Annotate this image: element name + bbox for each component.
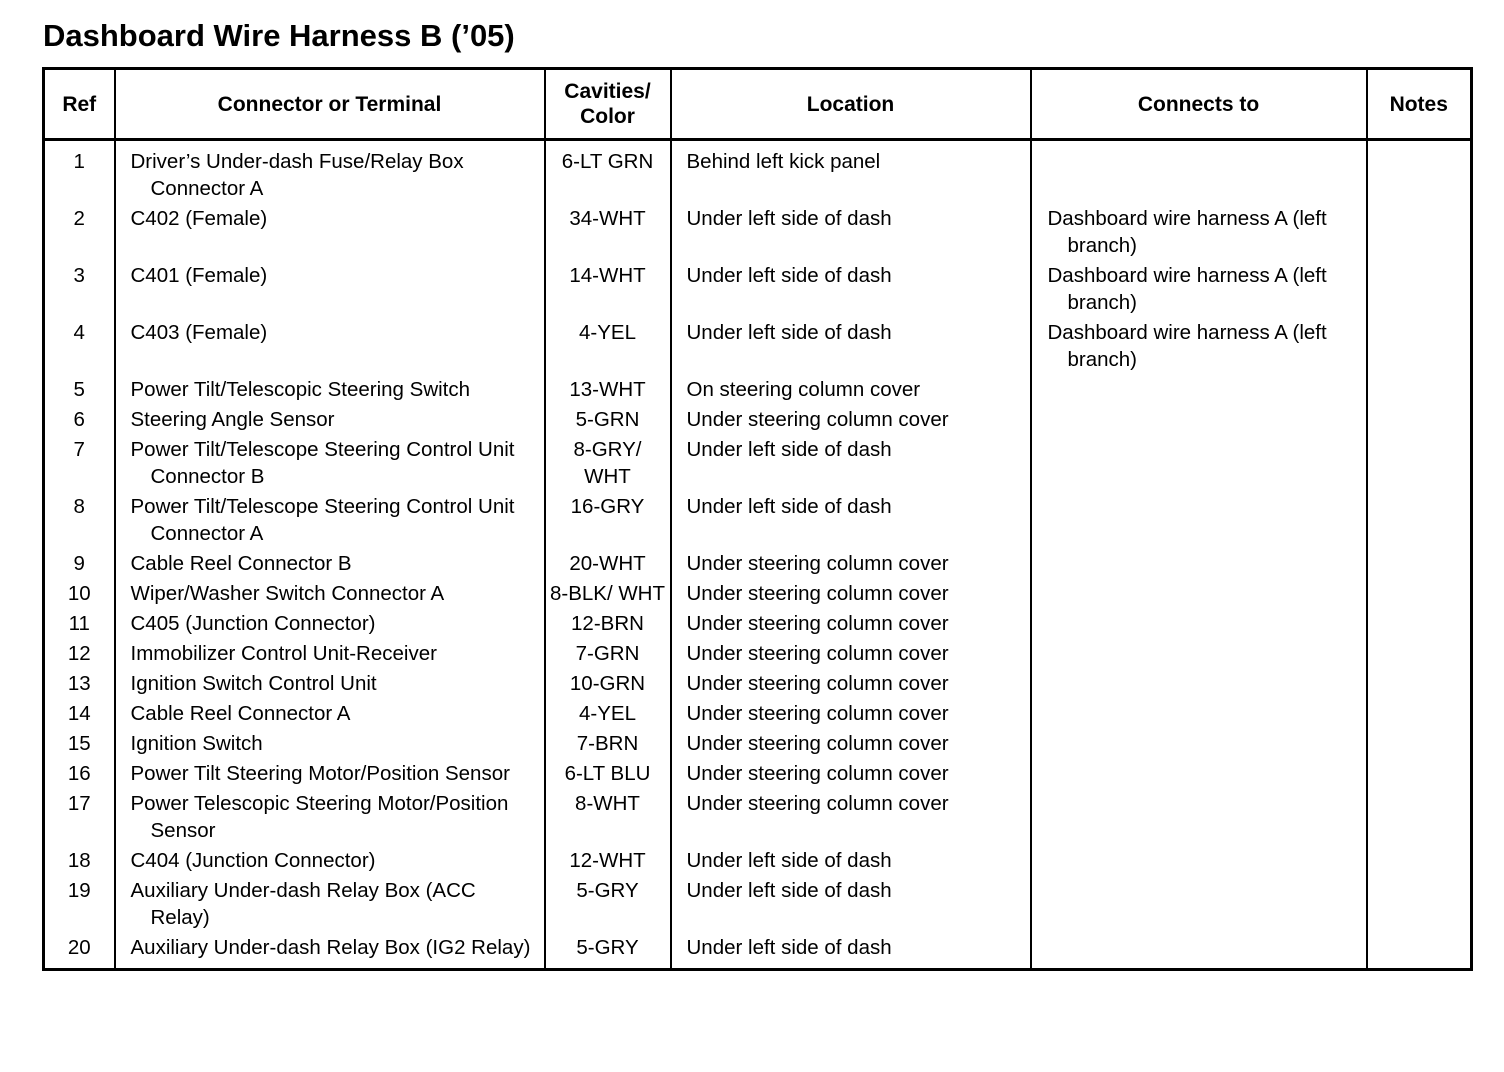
- table-row: [44, 933, 1472, 970]
- column-header-ref: Ref: [44, 69, 115, 140]
- cell-notes: [1367, 876, 1472, 933]
- cell-notes: [1367, 699, 1472, 729]
- column-header-location: Location: [671, 69, 1031, 140]
- cell-ref: 17: [44, 789, 115, 846]
- cell-connector: Power Tilt/Telescopic Steering Switch: [115, 375, 545, 405]
- table-row: [44, 579, 1472, 609]
- cell-cavities-color: 16-GRY: [545, 492, 671, 549]
- cell-notes: [1367, 204, 1472, 261]
- cell-connector: Power Tilt/Telescope Steering Control Unit Connector A: [115, 492, 545, 549]
- cell-connector: Cable Reel Connector A: [115, 699, 545, 729]
- cell-location: Under left side of dash: [671, 318, 1031, 375]
- cell-notes: [1367, 405, 1472, 435]
- cell-ref: 7: [44, 435, 115, 492]
- table-row: [44, 876, 1472, 933]
- cell-location: Under left side of dash: [671, 204, 1031, 261]
- cell-connector: C403 (Female): [115, 318, 545, 375]
- cell-location: Under steering column cover: [671, 729, 1031, 759]
- cell-location: Under steering column cover: [671, 699, 1031, 729]
- cell-connector: C401 (Female): [115, 261, 545, 318]
- table-body: [44, 140, 1472, 970]
- cell-connects-to: [1031, 492, 1367, 549]
- table-row: [44, 639, 1472, 669]
- cell-connects-to: [1031, 375, 1367, 405]
- table-row: [44, 318, 1472, 375]
- cell-ref: 5: [44, 375, 115, 405]
- table-row: [44, 699, 1472, 729]
- cell-notes: [1367, 140, 1472, 205]
- cell-connects-to: [1031, 699, 1367, 729]
- cell-cavities-color: 10-GRN: [545, 669, 671, 699]
- cell-connector: C402 (Female): [115, 204, 545, 261]
- cell-cavities-color: 4-YEL: [545, 699, 671, 729]
- cell-cavities-color: 4-YEL: [545, 318, 671, 375]
- cell-connects-to: [1031, 933, 1367, 970]
- cell-cavities-color: 12-BRN: [545, 609, 671, 639]
- cell-connector: Ignition Switch: [115, 729, 545, 759]
- cell-connector: Driver’s Under-dash Fuse/Relay Box Connector A: [115, 140, 545, 205]
- cell-location: Under left side of dash: [671, 933, 1031, 970]
- cell-notes: [1367, 759, 1472, 789]
- cell-notes: [1367, 435, 1472, 492]
- table-row: [44, 261, 1472, 318]
- cell-ref: 8: [44, 492, 115, 549]
- cell-ref: 11: [44, 609, 115, 639]
- cell-cavities-color: 8-WHT: [545, 789, 671, 846]
- cell-location: Under steering column cover: [671, 639, 1031, 669]
- cell-cavities-color: 12-WHT: [545, 846, 671, 876]
- cell-ref: 9: [44, 549, 115, 579]
- cell-location: Under left side of dash: [671, 492, 1031, 549]
- cell-connects-to: Dashboard wire harness A (left branch): [1031, 261, 1367, 318]
- cell-connector: Ignition Switch Control Unit: [115, 669, 545, 699]
- table-row: [44, 609, 1472, 639]
- cell-location: Under left side of dash: [671, 846, 1031, 876]
- table-row: [44, 729, 1472, 759]
- cell-location: On steering column cover: [671, 375, 1031, 405]
- cell-connects-to: Dashboard wire harness A (left branch): [1031, 204, 1367, 261]
- table-row: [44, 759, 1472, 789]
- cell-ref: 19: [44, 876, 115, 933]
- page-title: Dashboard Wire Harness B (’05): [43, 18, 515, 53]
- cell-ref: 15: [44, 729, 115, 759]
- cell-connector: Power Tilt Steering Motor/Position Sensor: [115, 759, 545, 789]
- cell-location: Under steering column cover: [671, 759, 1031, 789]
- cell-notes: [1367, 846, 1472, 876]
- table-row: [44, 405, 1472, 435]
- cell-cavities-color: 5-GRY: [545, 933, 671, 970]
- cell-ref: 3: [44, 261, 115, 318]
- table-row: [44, 375, 1472, 405]
- cell-connects-to: [1031, 759, 1367, 789]
- cell-notes: [1367, 609, 1472, 639]
- cell-ref: 16: [44, 759, 115, 789]
- cell-ref: 20: [44, 933, 115, 970]
- cell-connects-to: [1031, 435, 1367, 492]
- cell-ref: 13: [44, 669, 115, 699]
- cell-notes: [1367, 579, 1472, 609]
- column-header-connects-to: Connects to: [1031, 69, 1367, 140]
- cell-location: Under steering column cover: [671, 549, 1031, 579]
- cell-connects-to: [1031, 639, 1367, 669]
- cell-connector: Cable Reel Connector B: [115, 549, 545, 579]
- cell-notes: [1367, 729, 1472, 759]
- cell-notes: [1367, 492, 1472, 549]
- cell-location: Under left side of dash: [671, 876, 1031, 933]
- table-row: [44, 549, 1472, 579]
- cell-location: Behind left kick panel: [671, 140, 1031, 205]
- cell-connector: Wiper/Washer Switch Connector A: [115, 579, 545, 609]
- cell-cavities-color: 8-BLK/ WHT: [545, 579, 671, 609]
- cell-cavities-color: 7-BRN: [545, 729, 671, 759]
- table-row: [44, 669, 1472, 699]
- cell-connector: Power Telescopic Steering Motor/Position Sensor: [115, 789, 545, 846]
- cell-ref: 1: [44, 140, 115, 205]
- table-header-row: [44, 69, 1472, 140]
- table-row: [44, 204, 1472, 261]
- cell-connects-to: [1031, 789, 1367, 846]
- cell-connects-to: [1031, 405, 1367, 435]
- cell-location: Under steering column cover: [671, 609, 1031, 639]
- cell-location: Under left side of dash: [671, 261, 1031, 318]
- cell-connector: Auxiliary Under-dash Relay Box (ACC Relay): [115, 876, 545, 933]
- table-row: [44, 789, 1472, 846]
- cell-location: Under steering column cover: [671, 669, 1031, 699]
- cell-ref: 14: [44, 699, 115, 729]
- cell-connector: Steering Angle Sensor: [115, 405, 545, 435]
- table-row: [44, 492, 1472, 549]
- cell-notes: [1367, 669, 1472, 699]
- cell-location: Under steering column cover: [671, 405, 1031, 435]
- cell-ref: 4: [44, 318, 115, 375]
- column-header-connector: Connector or Terminal: [115, 69, 545, 140]
- cell-connects-to: [1031, 609, 1367, 639]
- cell-cavities-color: 5-GRN: [545, 405, 671, 435]
- table-row: [44, 435, 1472, 492]
- cell-location: Under left side of dash: [671, 435, 1031, 492]
- cell-cavities-color: 20-WHT: [545, 549, 671, 579]
- harness-table: [42, 67, 1473, 971]
- cell-connects-to: [1031, 729, 1367, 759]
- cell-ref: 6: [44, 405, 115, 435]
- cell-ref: 18: [44, 846, 115, 876]
- cell-connects-to: [1031, 876, 1367, 933]
- cell-notes: [1367, 933, 1472, 970]
- cell-notes: [1367, 318, 1472, 375]
- table-row: [44, 846, 1472, 876]
- cell-connector: Auxiliary Under-dash Relay Box (IG2 Relay): [115, 933, 545, 970]
- cell-location: Under steering column cover: [671, 789, 1031, 846]
- cell-ref: 2: [44, 204, 115, 261]
- cell-connects-to: [1031, 846, 1367, 876]
- cell-connects-to: [1031, 549, 1367, 579]
- cell-notes: [1367, 549, 1472, 579]
- cell-cavities-color: 6-LT BLU: [545, 759, 671, 789]
- cell-connector: Power Tilt/Telescope Steering Control Unit Connector B: [115, 435, 545, 492]
- cell-connects-to: [1031, 579, 1367, 609]
- cell-location: Under steering column cover: [671, 579, 1031, 609]
- cell-cavities-color: 14-WHT: [545, 261, 671, 318]
- cell-connector: Immobilizer Control Unit-Receiver: [115, 639, 545, 669]
- cell-cavities-color: 8-GRY/ WHT: [545, 435, 671, 492]
- cell-connector: C405 (Junction Connector): [115, 609, 545, 639]
- table-row: [44, 140, 1472, 205]
- cell-ref: 10: [44, 579, 115, 609]
- cell-connects-to: [1031, 140, 1367, 205]
- cell-notes: [1367, 639, 1472, 669]
- cell-notes: [1367, 375, 1472, 405]
- column-header-notes: Notes: [1367, 69, 1472, 140]
- cell-cavities-color: 34-WHT: [545, 204, 671, 261]
- cell-cavities-color: 13-WHT: [545, 375, 671, 405]
- cell-notes: [1367, 261, 1472, 318]
- cell-cavities-color: 7-GRN: [545, 639, 671, 669]
- cell-cavities-color: 5-GRY: [545, 876, 671, 933]
- column-header-cavities-color: Cavities/ Color: [545, 69, 671, 140]
- cell-cavities-color: 6-LT GRN: [545, 140, 671, 205]
- cell-connects-to: Dashboard wire harness A (left branch): [1031, 318, 1367, 375]
- cell-connector: C404 (Junction Connector): [115, 846, 545, 876]
- cell-ref: 12: [44, 639, 115, 669]
- cell-notes: [1367, 789, 1472, 846]
- cell-connects-to: [1031, 669, 1367, 699]
